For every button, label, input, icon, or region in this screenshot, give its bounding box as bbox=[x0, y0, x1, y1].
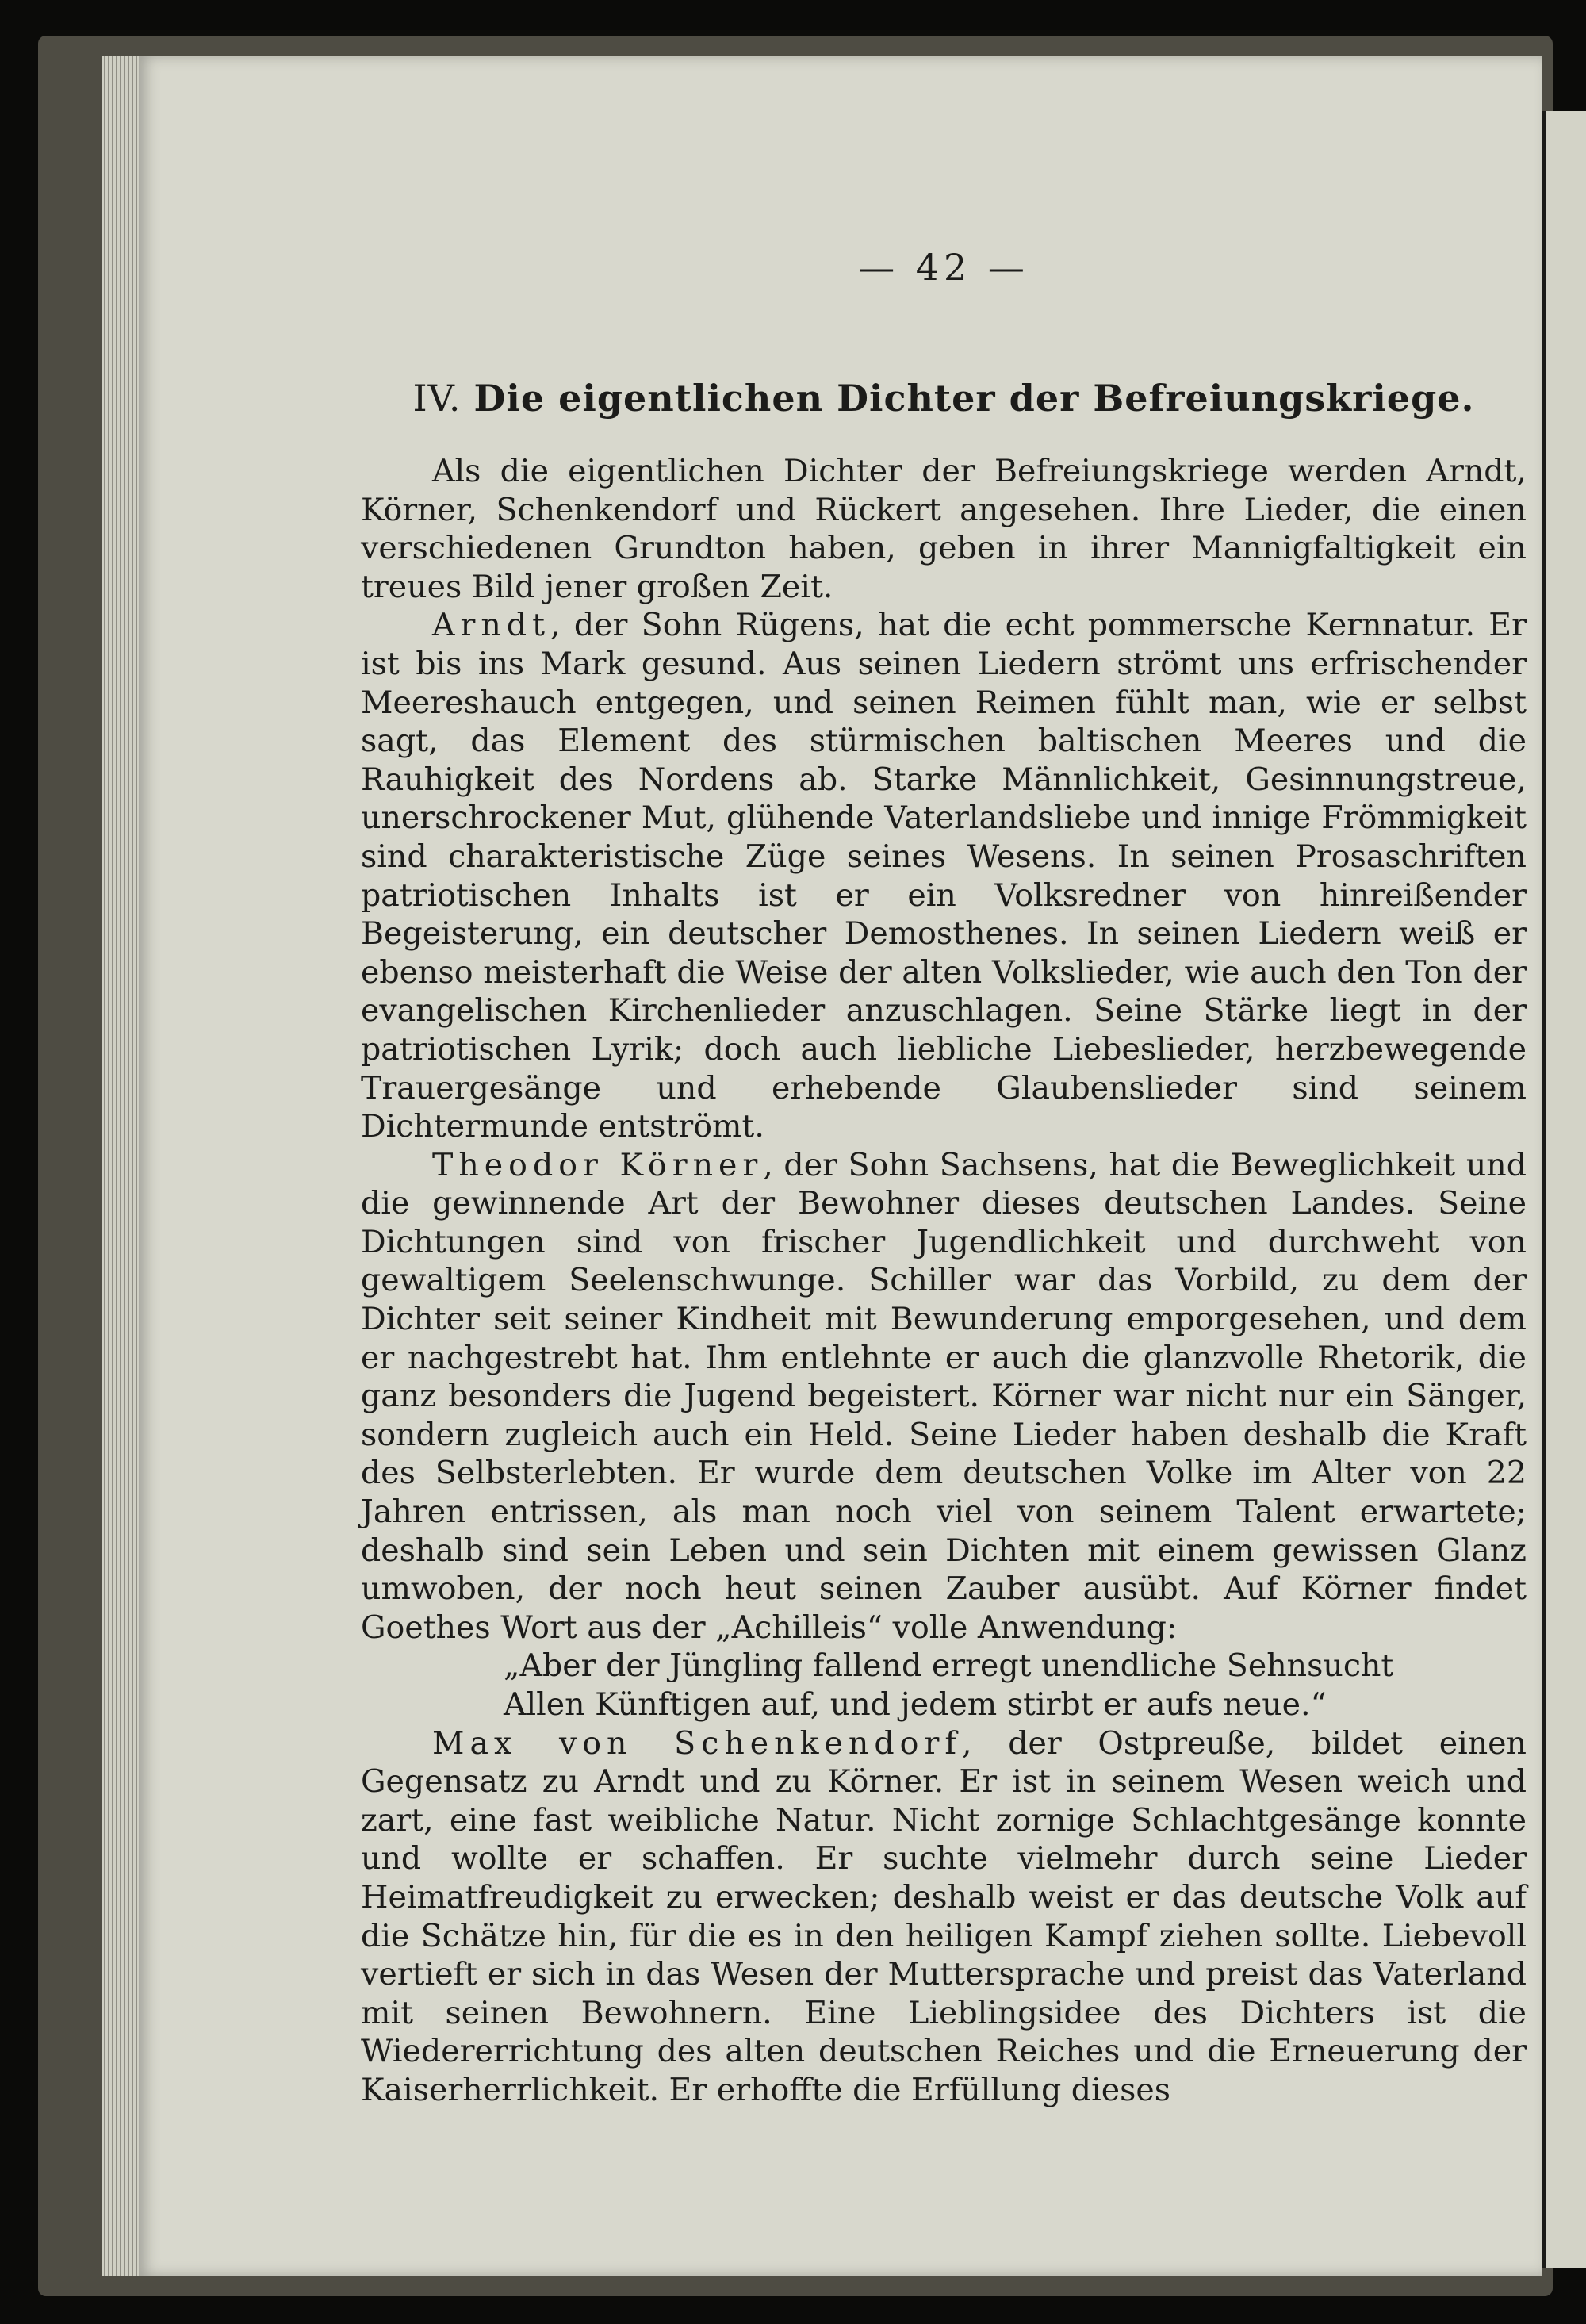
poet-name-arndt: Arndt bbox=[432, 607, 551, 644]
page-edges bbox=[102, 56, 141, 2276]
paragraph-arndt bbox=[361, 606, 1527, 1145]
quote-line-2: Allen Künftigen auf, und jedem stirbt er aufs neue.“ bbox=[504, 1686, 1327, 1723]
koerner-text: , der Sohn Sachsens, hat die Beweglichkeit und die gewinnende Art der Bewohner dieses deutschen Landes. Seine Dichtungen sind von frischer Jugendlichkeit und durchweht von gewaltigem Seelenschwunge. Schiller war das Vorbild, zu dem der Dichter seit seiner Kindheit mit Bewunderung emporgesehen, und dem er nachgestrebt hat. Ihm entlehnte er auch die glanzvolle Rhetorik, die ganz besonders die Jugend begeistert. Körner war nicht nur ein Sänger, sondern zugleich auch ein Held. Seine Lieder haben deshalb die Kraft des Selbsterlebten. Er wurde dem deutschen Volke im Alter von 22 Jahren entrissen, als man noch viel von seinem Talent erwartete; deshalb sind sein Leben und sein Dichten mit einem gewissen Glanz umwoben, der noch heut seinen Zauber ausübt. Auf Körner findet Goethes Wort aus der „Achilleis“ volle Anwendung: bbox=[361, 1146, 1527, 1646]
page-number: — 42 — bbox=[858, 246, 1029, 289]
paragraph-intro bbox=[361, 452, 1527, 606]
body-text bbox=[361, 452, 1527, 2110]
chapter-number: IV. bbox=[412, 377, 462, 420]
chapter-title: Die eigentlichen Dichter der Befreiungskriege. bbox=[473, 377, 1475, 420]
poet-name-schenkendorf: Max von Schenkendorf bbox=[432, 1724, 962, 1762]
book-page bbox=[139, 56, 1542, 2276]
paragraph-koerner bbox=[361, 1146, 1527, 1647]
paragraph-schenkendorf bbox=[361, 1724, 1527, 2110]
quote-line-1: „Aber der Jüngling fallend erregt unendliche Sehnsucht bbox=[504, 1647, 1394, 1685]
poet-name-koerner: Theodor Körner bbox=[432, 1146, 764, 1183]
arndt-text: , der Sohn Rügens, hat die echt pommersche Kernnatur. Er ist bis ins Mark gesund. Aus seinen Liedern strömt uns erfrischender Meereshauch entgegen, und seinen Reimen fühlt man, wie er selbst sagt, das Element des stürmischen baltischen Meeres und die Rauhigkeit des Nordens ab. Starke Männlichkeit, Gesinnungstreue, unerschrockener Mut, glühende Vaterlandsliebe und innige Frömmigkeit sind charakteristische Züge seines Wesens. In seinen Prosaschriften patriotischen Inhalts ist er ein Volksredner von hinreißender Begeisterung, ein deutscher Demosthenes. In seinen Liedern weiß er ebenso meisterhaft die Weise der alten Volkslieder, wie auch den Ton der evangelischen Kirchenlieder anzuschlagen. Seine Stärke liegt in der patriotischen Lyrik; doch auch liebliche Liebeslieder, herzbewegende Trauergesänge und erhebende Glaubenslieder sind seinem Dichtermunde entströmt. bbox=[361, 607, 1527, 1145]
schenkendorf-text: , der Ostpreuße, bildet einen Gegensatz zu Arndt und zu Körner. Er ist in seinem Wesen weich und zart, eine fast weibliche Natur. Nicht zornige Schlachtgesänge konnte und wollte er schaffen. Er suchte vielmehr durch seine Lieder Heimatfreudigkeit zu erwecken; deshalb weist er das deutsche Volk auf die Schätze hin, für die es in den heiligen Kampf ziehen sollte. Liebevoll vertieft er sich in das Wesen der Muttersprache und preist das Vaterland mit seinen Bewohnern. Eine Lieblingsidee des Dichters ist die Wiedererrichtung des alten deutschen Reiches und die Erneuerung der Kaiserherrlichkeit. Er erhoffte die Erfüllung dieses bbox=[361, 1724, 1527, 2108]
chapter-heading bbox=[361, 377, 1527, 420]
intro-text: Als die eigentlichen Dichter der Befreiungskriege werden Arndt, Körner, Schenkendorf und Rückert angesehen. Ihre Lieder, die einen verschiedenen Grundton haben, geben in ihrer Mannigfaltigkeit ein treues Bild jener großen Zeit. bbox=[361, 453, 1527, 605]
next-page-edge bbox=[1542, 111, 1586, 2268]
